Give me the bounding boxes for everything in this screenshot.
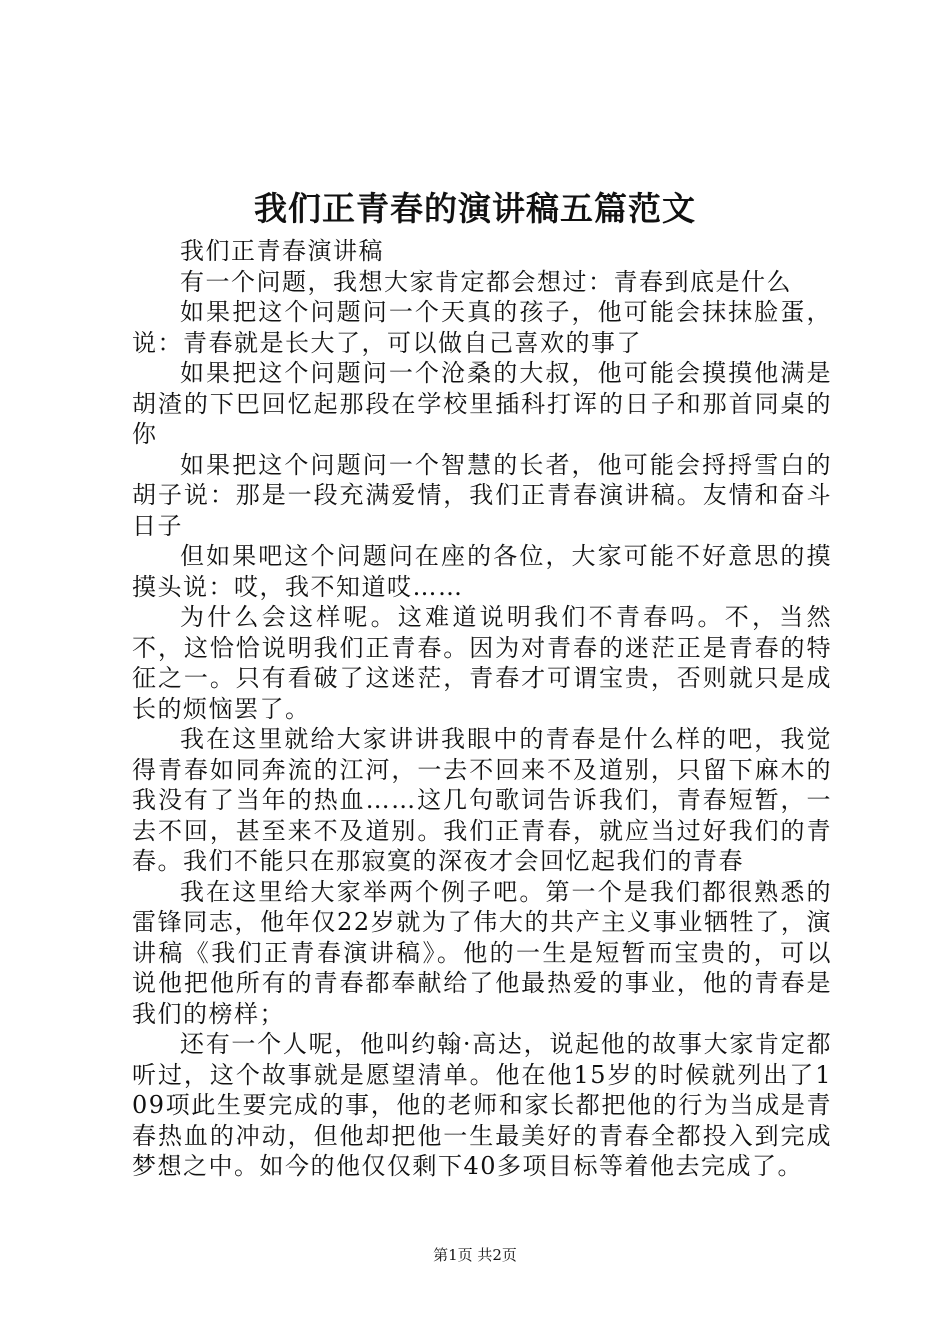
page-footer — [0, 1244, 950, 1266]
paragraph: 为什么会这样呢。这难道说明我们不青春吗。不，当然不，这恰恰说明我们正青春。因为对青春的迷茫正是青春的特征之一。只有看破了这迷茫，青春才可谓宝贵，否则就只是成长的烦恼罢了。 — [132, 603, 832, 723]
paragraph: 如果把这个问题问一个沧桑的大叔，他可能会摸摸他满是胡渣的下巴回忆起那段在学校里插科打诨的日子和那首同桌的你 — [132, 359, 832, 448]
paragraph: 还有一个人呢，他叫约翰·高达，说起他的故事大家肯定都听过，这个故事就是愿望清单。他在他15岁的时候就列出了109项此生要完成的事，他的老师和家长都把他的行为当成是青春热血的冲动，但他却把他一生最美好的青春全都投入到完成梦想之中。如今的他仅仅剩下40多项目标等着他去完成了。 — [132, 1030, 832, 1180]
paragraph: 我在这里给大家举两个例子吧。第一个是我们都很熟悉的雷锋同志，他年仅22岁就为了伟大的共产主义事业牺牲了，演讲稿《我们正青春演讲稿》。他的一生是短暂而宝贵的，可以说他把他所有的青春都奉献给了他最热爱的事业，他的青春是我们的榜样； — [132, 877, 832, 1028]
paragraph: 有一个问题，我想大家肯定都会想过：青春到底是什么 — [180, 267, 792, 296]
paragraph: 我们正青春演讲稿 — [180, 237, 384, 265]
page-indicator: 第1页 共2页 — [433, 1246, 517, 1264]
document-body — [132, 236, 832, 1182]
paragraph: 如果把这个问题问一个天真的孩子，他可能会抹抹脸蛋，说：青春就是长大了，可以做自己喜欢的事了 — [132, 298, 832, 357]
paragraph: 如果把这个问题问一个智慧的长者，他可能会捋捋雪白的胡子说：那是一段充满爱情，我们正青春演讲稿。友情和奋斗日子 — [132, 450, 832, 540]
paragraph: 但如果吧这个问题问在座的各位，大家可能不好意思的摸摸头说：哎，我不知道哎…… — [132, 542, 832, 601]
paragraph: 我在这里就给大家讲讲我眼中的青春是什么样的吧，我觉得青春如同奔流的江河，一去不回来不及道别，只留下麻木的我没有了当年的热血……这几句歌词告诉我们，青春短暂，一去不回，甚至来不及道别。我们正青春，就应当过好我们的青春。我们不能只在那寂寞的深夜才会回忆起我们的青春 — [132, 725, 832, 875]
document-title: 我们正青春的演讲稿五篇范文 — [254, 189, 696, 228]
